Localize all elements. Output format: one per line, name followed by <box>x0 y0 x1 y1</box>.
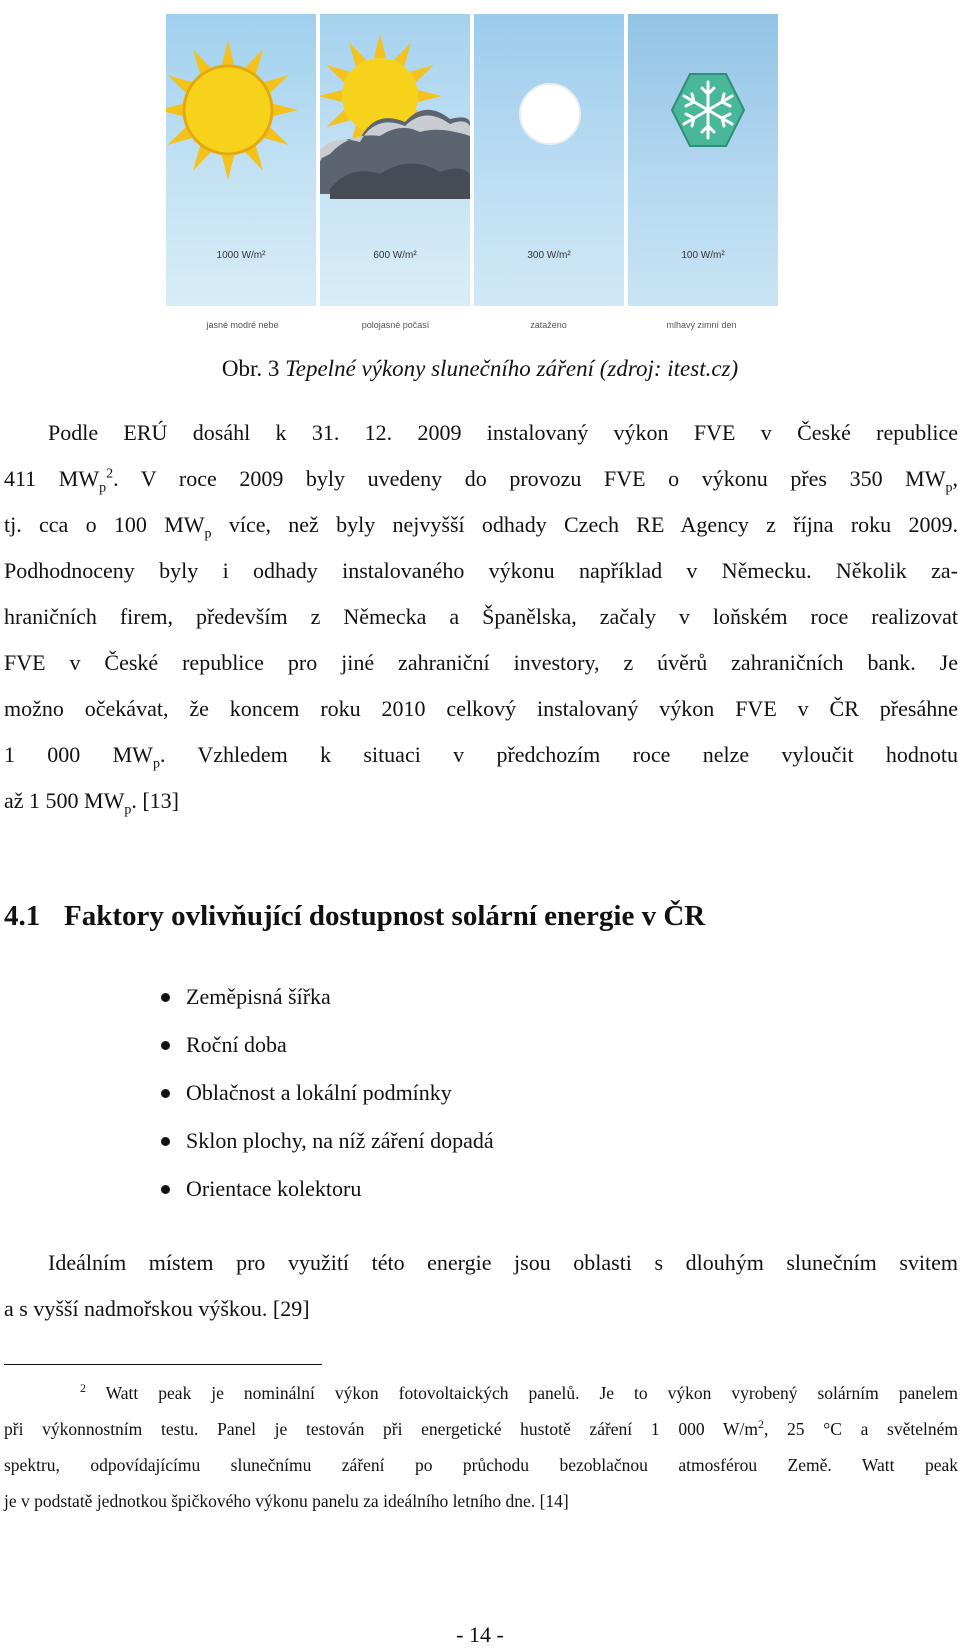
list-item: Oblačnost a lokální podmínky <box>162 1078 494 1126</box>
solar-irradiance-figure <box>166 14 778 330</box>
text-line: Podhodnoceny byly i odhady instalovaného výkonu například v Německu. Několik za- <box>4 558 958 583</box>
panel-clear-sky <box>166 14 316 306</box>
bullet-icon <box>161 1089 170 1098</box>
text-line: je v podstatě jednotkou špičkového výkonu panelu za ideálního letního dne. [14] <box>4 1491 569 1511</box>
panel-overcast <box>474 14 624 306</box>
irradiance-label: 1000 W/m² <box>216 250 266 261</box>
text-line: možno očekávat, že koncem roku 2010 celkový instalovaný výkon FVE v ČR přesáhne <box>4 696 958 721</box>
text-line: spektru, odpovídajícímu slunečnímu záření po průchodu bezoblačnou atmosférou Země. Watt peak <box>4 1455 958 1475</box>
list-item: Orientace kolektoru <box>162 1174 494 1222</box>
list-item: Zeměpisná šířka <box>162 982 494 1030</box>
snowflake-icon <box>628 14 778 244</box>
panel-partly-cloudy <box>320 14 470 306</box>
text-line: tj. cca o 100 $MW_p$ více, než byly nejvyšší odhady Czech RE Agency z října roku 2009. <box>4 512 958 542</box>
text-line: FVE v České republice pro jiné zahraniční investory, z úvěrů zahraničních bank. Je <box>4 650 958 675</box>
bullet-icon <box>161 1041 170 1050</box>
text-line: a s vyšší nadmořskou výškou. [29] <box>4 1296 310 1321</box>
panel-winter <box>628 14 778 306</box>
footnote-divider <box>4 1364 322 1365</box>
text-line: 411 $MW_p^2$. V roce 2009 byly uvedeny do provozu FVE o výkonu přes 350 $MW_p$, <box>4 466 958 496</box>
bullet-icon <box>161 1137 170 1146</box>
sun-icon <box>166 14 316 244</box>
text-line: až 1 500 $MW_p$. [13] <box>4 788 180 818</box>
irradiance-label: 300 W/m² <box>527 250 571 261</box>
irradiance-label: 600 W/m² <box>373 250 417 261</box>
page-number: - 14 - <box>456 1622 504 1647</box>
list-item: Roční doba <box>162 1030 494 1078</box>
footnote-ref: 2 <box>106 466 114 482</box>
text-line: 1 000 $MW_p$. Vzhledem k situaci v předchozím roce nelze vyloučit hodnotu <box>4 742 958 772</box>
panel-caption: polojasné počasí <box>361 320 430 330</box>
section-number: 4.1 <box>4 900 41 932</box>
section-heading <box>4 900 705 933</box>
diffuse-sun-icon <box>474 14 624 244</box>
text-line: Podle ERÚ dosáhl k 31. 12. 2009 instalovaný výkon FVE v České republice <box>48 420 958 445</box>
cloud-icon <box>320 110 470 199</box>
text-line: $^2$ Watt peak je nominální výkon fotovoltaických panelů. Je to výkon vyrobený solárním panelem <box>80 1381 958 1403</box>
text-line: při výkonnostním testu. Panel je testován při energetické hustotě záření 1 000 $W/m^2$, 25 °C a světelném <box>4 1417 959 1439</box>
figure-panels <box>166 14 778 306</box>
bullet-icon <box>161 1185 170 1194</box>
panel-captions <box>166 320 778 340</box>
panel-caption: zataženo <box>530 320 567 330</box>
section-title: Faktory ovlivňující dostupnost solární energie v ČR <box>64 900 706 932</box>
panel-caption: mlhavý zimní den <box>666 320 737 330</box>
panel-caption: jasné modré nebe <box>206 320 279 330</box>
sun-behind-cloud-icon <box>320 14 470 244</box>
footnote-mark: 2 <box>80 1381 86 1396</box>
text-line: Ideálním místem pro využití této energie jsou oblasti s dlouhým slunečním svitem <box>48 1250 958 1275</box>
text-line: hraničních firem, především z Německa a Španělska, začaly v loňském roce realizovat <box>4 604 958 629</box>
irradiance-label: 100 W/m² <box>681 250 725 261</box>
list-item: Sklon plochy, na níž záření dopadá <box>162 1126 494 1174</box>
factors-list <box>162 982 494 1222</box>
bullet-icon <box>161 993 170 1002</box>
figure-caption: Obr. 3 Tepelné výkony slunečního záření (zdroj: itest.cz) <box>221 356 739 381</box>
